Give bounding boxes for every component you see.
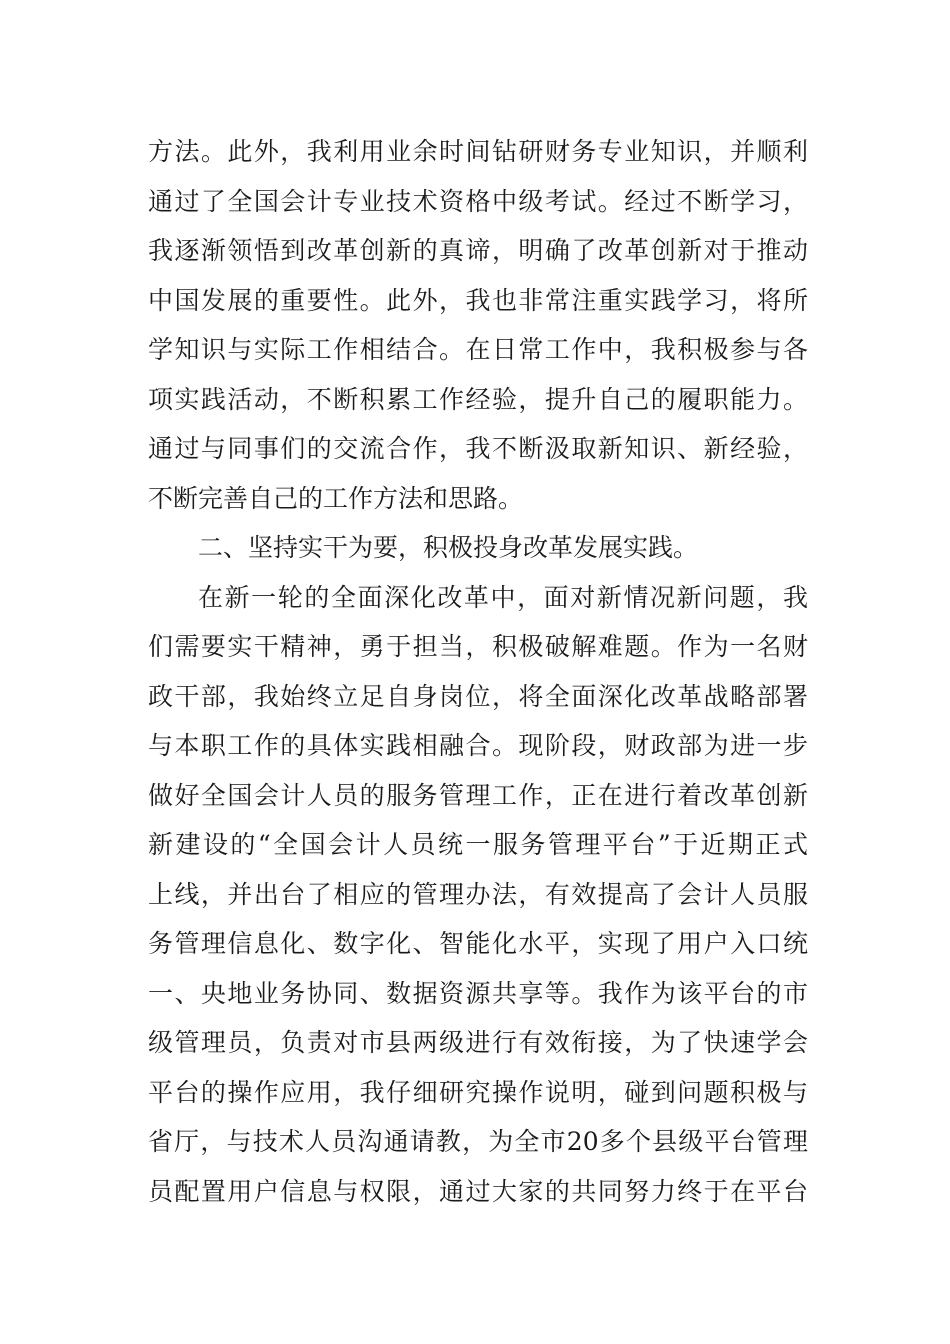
- paragraph-line: 平台的操作应用，我仔细研究操作说明，碰到问题积极与: [148, 1078, 808, 1107]
- paragraph-line: 政干部，我始终立足自身岗位，将全面深化改革战略部署: [148, 682, 808, 711]
- paragraph-line: 我逐渐领悟到改革创新的真谛，明确了改革创新对于推动: [148, 236, 808, 265]
- paragraph-line: 项实践活动，不断积累工作经验，提升自己的履职能力。: [148, 385, 808, 414]
- paragraph-line: 不断完善自己的工作方法和思路。: [148, 484, 524, 513]
- paragraph-line: 新建设的“全国会计人员统一服务管理平台”于近期正式: [148, 830, 808, 859]
- paragraph-line: 务管理信息化、数字化、智能化水平，实现了用户入口统: [148, 929, 808, 958]
- paragraph-line: 省厅，与技术人员沟通请教，为全市20多个县级平台管理: [148, 1127, 808, 1156]
- paragraph-line: 上线，并出台了相应的管理办法，有效提高了会计人员服: [148, 880, 808, 909]
- paragraph-line: 中国发展的重要性。此外，我也非常注重实践学习，将所: [148, 286, 808, 315]
- paragraph-line: 通过了全国会计专业技术资格中级考试。经过不断学习，: [148, 187, 808, 216]
- paragraph-line: 级管理员，负责对市县两级进行有效衔接，为了快速学会: [148, 1028, 808, 1057]
- paragraph-line: 们需要实干精神，勇于担当，积极破解难题。作为一名财: [148, 632, 808, 661]
- paragraph-line: 员配置用户信息与权限，通过大家的共同努力终于在平台: [148, 1177, 808, 1206]
- paragraph-line: 方法。此外，我利用业余时间钻研财务专业知识，并顺利: [148, 137, 808, 166]
- paragraph-line: 通过与同事们的交流合作，我不断汲取新知识、新经验，: [148, 434, 808, 463]
- section-heading: 二、坚持实干为要，积极投身改革发展实践。: [198, 533, 699, 562]
- paragraph-line: 做好全国会计人员的服务管理工作，正在进行着改革创新: [148, 781, 808, 810]
- paragraph-line: 一、央地业务协同、数据资源共享等。我作为该平台的市: [148, 979, 808, 1008]
- paragraph-line: 学知识与实际工作相结合。在日常工作中，我积极参与各: [148, 335, 808, 364]
- paragraph-line: 在新一轮的全面深化改革中，面对新情况新问题，我: [198, 583, 808, 612]
- paragraph-line: 与本职工作的具体实践相融合。现阶段，财政部为进一步: [148, 731, 808, 760]
